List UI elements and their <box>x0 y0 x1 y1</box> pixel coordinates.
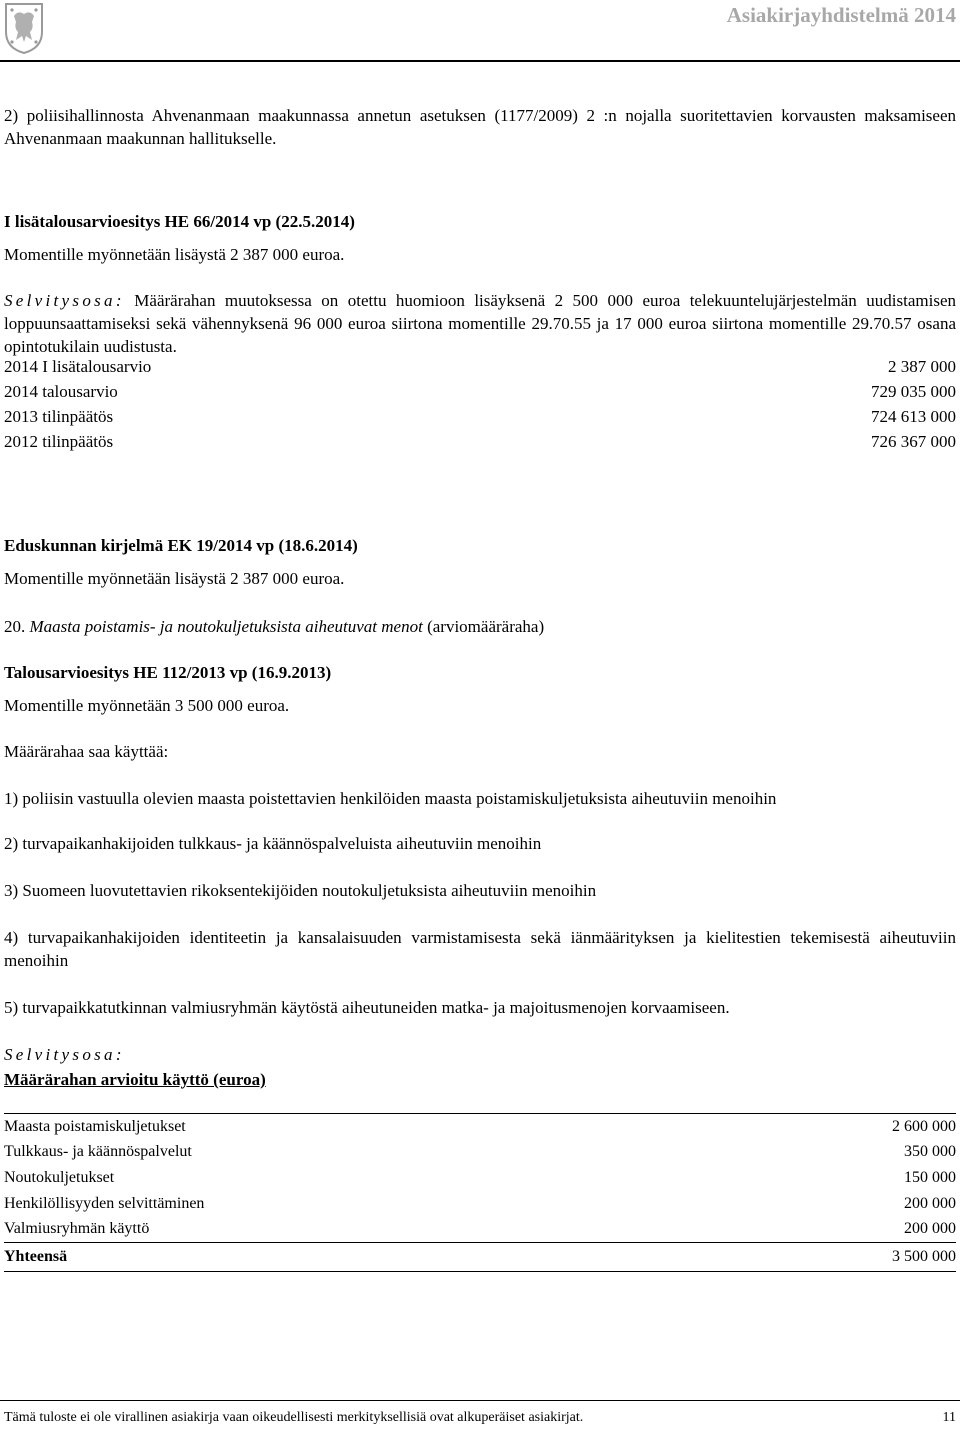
table-cell-amount: 150 000 <box>904 1168 956 1186</box>
budget-row <box>4 405 956 428</box>
explanation-label: Selvitysosa: <box>4 1045 125 1064</box>
table-row <box>4 1140 956 1166</box>
budget-row <box>4 355 956 378</box>
budget-proposal-line: Momentille myönnetään 3 500 000 euroa. <box>4 696 290 715</box>
table-row <box>4 1216 956 1242</box>
budget-row-label: 2014 talousarvio <box>4 382 118 401</box>
lion-crest-icon <box>4 2 44 54</box>
header-divider <box>0 60 960 62</box>
budget-row-amount: 2 387 000 <box>888 357 956 376</box>
table-cell-label: Tulkkaus- ja käännöspalvelut <box>4 1143 192 1161</box>
table-row <box>4 1114 956 1140</box>
supplementary-budget-line: Momentille myönnetään lisäystä 2 387 000 euroa. <box>4 245 345 264</box>
table-cell-amount: 200 000 <box>904 1194 956 1212</box>
budget-row-label: 2013 tilinpäätös <box>4 407 114 426</box>
finnish-coat-of-arms-logo <box>4 2 44 54</box>
table-cell-label: Maasta poistamiskuljetukset <box>4 1114 726 1140</box>
section-number: 20. <box>4 617 26 636</box>
table-total-amount: 3 500 000 <box>726 1242 956 1271</box>
budget-row-amount: 726 367 000 <box>871 432 956 451</box>
supplementary-budget-title: I lisätalousarvioesitys HE 66/2014 vp (22.5.2014) <box>4 212 355 231</box>
budget-row-amount: 724 613 000 <box>871 407 956 426</box>
budget-row <box>4 380 956 403</box>
budget-row-amount: 729 035 000 <box>871 382 956 401</box>
budget-row <box>4 430 956 453</box>
parliament-letter-title: Eduskunnan kirjelmä EK 19/2014 vp (18.6.2014) <box>4 536 358 555</box>
usage-intro: Määrärahaa saa käyttää: <box>4 742 169 761</box>
table-cell-amount: 350 000 <box>904 1143 956 1161</box>
usage-item: 3) Suomeen luovutettavien rikoksentekijöiden noutokuljetuksista aiheutuviin menoihin <box>4 881 597 900</box>
explanation-label: Selvitysosa: <box>4 291 125 310</box>
section-heading <box>4 615 956 638</box>
section-suffix: (arviomääräraha) <box>427 617 545 636</box>
estimated-usage-table <box>4 1113 956 1272</box>
budget-row-label: 2014 I lisätalousarvio <box>4 357 152 376</box>
table-row <box>4 1191 956 1217</box>
table-cell-label: Noutokuljetukset <box>4 1168 115 1186</box>
footer-disclaimer: Tämä tuloste ei ole virallinen asiakirja vaan oikeudellisesti merkityksellisiä ovat alkuperäiset asiakirjat. <box>4 1410 584 1425</box>
table-row <box>4 1165 956 1191</box>
table-cell-label: Valmiusryhmän käyttö <box>4 1220 150 1238</box>
explanation-text: Määrärahan muutoksessa on otettu huomioon lisäyksenä 2 500 000 euroa telekuuntelujärjestelmän uudistamisen loppuunsaattamiseksi sekä vähennyksenä 96 000 euroa siirtona momentille 29.70.55 ja 17 000 euroa siirtona momentille 29.70.57 osana opintotukilain uudistusta. <box>4 291 956 356</box>
usage-item: 5) turvapaikkatutkinnan valmiusryhmän käytöstä aiheutuneiden matka- ja majoitusmenojen korvaamiseen. <box>4 998 730 1017</box>
usage-table-title: Määrärahan arvioitu käyttö (euroa) <box>4 1070 266 1089</box>
footer-divider <box>0 1400 960 1401</box>
budget-row-label: 2012 tilinpäätös <box>4 432 114 451</box>
table-cell-label: Henkilöllisyyden selvittäminen <box>4 1194 205 1212</box>
table-cell-amount: 200 000 <box>904 1220 956 1238</box>
usage-item: 1) poliisin vastuulla olevien maasta poistettavien henkilöiden maasta poistamiskuljetuksista aiheutuviin menoihin <box>4 789 777 808</box>
table-total-row <box>4 1242 956 1271</box>
usage-item: 2) turvapaikanhakijoiden tulkkaus- ja käännöspalveluista aiheutuviin menoihin <box>4 834 542 853</box>
document-collection-title: Asiakirjayhdistelmä 2014 <box>726 3 956 27</box>
page-number: 11 <box>942 1410 956 1425</box>
budget-proposal-title: Talousarvioesitys HE 112/2013 vp (16.9.2013) <box>4 663 332 682</box>
table-total-label: Yhteensä <box>4 1242 726 1271</box>
section-title: Maasta poistamis- ja noutokuljetuksista aiheutuvat menot <box>29 617 423 636</box>
parliament-letter-line: Momentille myönnetään lisäystä 2 387 000 euroa. <box>4 569 345 588</box>
explanation-paragraph <box>4 289 956 358</box>
table-cell-amount: 2 600 000 <box>726 1114 956 1140</box>
usage-item: 4) turvapaikanhakijoiden identiteetin ja kansalaisuuden varmistamisesta sekä iänmäärityksen ja kielitestien tekemisestä aiheutuviin menoihin <box>4 928 956 970</box>
reimbursement-paragraph: 2) poliisihallinnosta Ahvenanmaan maakunnassa annetun asetuksen (1177/2009) 2 :n nojalla suoritettavien korvausten maksamiseen Ahvenanmaan maakunnan hallitukselle. <box>4 106 956 148</box>
